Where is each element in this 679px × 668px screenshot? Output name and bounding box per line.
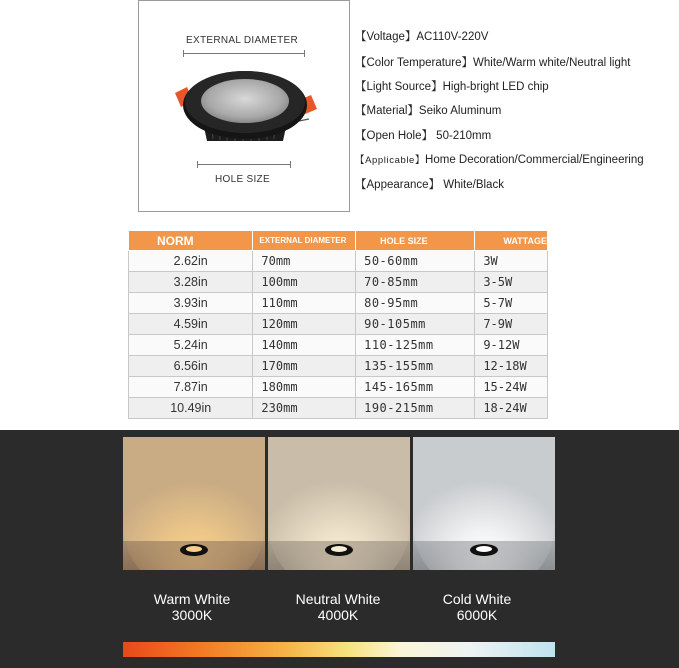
cell-wattage: 18-24W xyxy=(475,398,548,419)
temp-name: Warm White xyxy=(153,591,231,607)
cell-external-diameter: 70mm xyxy=(253,251,356,272)
table-header-row xyxy=(129,231,548,251)
render-shape-4 xyxy=(186,546,202,552)
spec-color-temperature xyxy=(355,54,630,70)
cell-norm: 3.28in xyxy=(129,272,253,293)
spec-value: Home Decoration/Commercial/Engineering xyxy=(425,154,644,166)
spec-value: Seiko Aluminum xyxy=(418,105,502,117)
render-shape-4 xyxy=(476,546,492,552)
table-row xyxy=(129,272,548,293)
cell-norm: 10.49in xyxy=(129,398,253,419)
warm-white-label xyxy=(121,591,263,623)
temp-name: Neutral White xyxy=(295,591,381,607)
cell-external-diameter: 100mm xyxy=(253,272,356,293)
cell-external-diameter: 110mm xyxy=(253,293,356,314)
spec-value: White/Warm white/Neutral light xyxy=(473,57,631,69)
header-norm: NORM xyxy=(129,231,253,251)
warm-white-photo xyxy=(123,437,265,570)
spec-key: 【Voltage】 xyxy=(355,31,417,43)
cell-hole-size: 110-125mm xyxy=(356,335,475,356)
header-wattage: WATTAGE xyxy=(475,231,548,251)
hole-size-label: HOLE SIZE xyxy=(215,174,270,185)
spec-appearance xyxy=(355,176,504,192)
spec-key: 【Material】 xyxy=(355,105,419,117)
cell-wattage: 5-7W xyxy=(475,293,548,314)
spec-key: 【Color Temperature】 xyxy=(355,57,474,69)
cell-hole-size: 145-165mm xyxy=(356,377,475,398)
cold-white-photo xyxy=(413,437,555,570)
cell-norm: 4.59in xyxy=(129,314,253,335)
cold-white-light-render xyxy=(413,437,555,570)
cell-external-diameter: 180mm xyxy=(253,377,356,398)
spec-key: 【Appearance】 xyxy=(355,179,441,191)
table-row xyxy=(129,293,548,314)
cell-external-diameter: 120mm xyxy=(253,314,356,335)
warm-white-light-render xyxy=(123,437,265,570)
table-row xyxy=(129,314,548,335)
cell-wattage: 15-24W xyxy=(475,377,548,398)
table-row xyxy=(129,377,548,398)
neutral-white-light-render xyxy=(268,437,410,570)
color-temperature-gradient-bar xyxy=(123,642,555,657)
cell-wattage: 7-9W xyxy=(475,314,548,335)
cell-external-diameter: 140mm xyxy=(253,335,356,356)
cell-norm: 2.62in xyxy=(129,251,253,272)
spec-value: 50-210mm xyxy=(432,130,492,142)
cell-external-diameter: 230mm xyxy=(253,398,356,419)
spec-applicable xyxy=(355,152,644,166)
product-image-box xyxy=(138,0,350,212)
render-shape-4 xyxy=(331,546,347,552)
spec-key: 【Applicable】 xyxy=(355,155,426,166)
external-diameter-label: EXTERNAL DIAMETER xyxy=(186,35,298,46)
cold-white-label xyxy=(406,591,548,623)
temp-kelvin: 4000K xyxy=(317,607,359,623)
hole-size-line xyxy=(197,164,291,165)
temp-kelvin: 6000K xyxy=(456,607,498,623)
table-row xyxy=(129,251,548,272)
cell-hole-size: 70-85mm xyxy=(356,272,475,293)
table-row xyxy=(129,356,548,377)
spec-key: 【Open Hole】 xyxy=(355,130,433,142)
spec-value: AC110V-220V xyxy=(416,31,489,43)
cell-norm: 6.56in xyxy=(129,356,253,377)
cell-hole-size: 90-105mm xyxy=(356,314,475,335)
spec-open-hole xyxy=(355,127,491,143)
spec-voltage xyxy=(355,28,488,44)
cell-norm: 3.93in xyxy=(129,293,253,314)
temp-name: Cold White xyxy=(442,591,512,607)
temp-kelvin: 3000K xyxy=(171,607,213,623)
spec-value: High-bright LED chip xyxy=(442,81,549,93)
cell-hole-size: 50-60mm xyxy=(356,251,475,272)
spec-value: White/Black xyxy=(440,179,504,191)
cell-wattage: 3-5W xyxy=(475,272,548,293)
cell-norm: 7.87in xyxy=(129,377,253,398)
neutral-white-label xyxy=(267,591,409,623)
spec-light-source xyxy=(355,78,549,94)
cell-wattage: 12-18W xyxy=(475,356,548,377)
size-table xyxy=(128,230,548,419)
cell-wattage: 9-12W xyxy=(475,335,548,356)
cell-hole-size: 80-95mm xyxy=(356,293,475,314)
cell-hole-size: 135-155mm xyxy=(356,356,475,377)
neutral-white-photo xyxy=(268,437,410,570)
spec-key: 【Light Source】 xyxy=(355,81,443,93)
cell-norm: 5.24in xyxy=(129,335,253,356)
cell-wattage: 3W xyxy=(475,251,548,272)
header-hole-size: HOLE SIZE xyxy=(356,231,475,251)
cell-hole-size: 190-215mm xyxy=(356,398,475,419)
header-external-diameter: EXTERNAL DIAMETER xyxy=(253,231,356,251)
table-row xyxy=(129,335,548,356)
cell-external-diameter: 170mm xyxy=(253,356,356,377)
table-row xyxy=(129,398,548,419)
spec-material xyxy=(355,102,501,118)
